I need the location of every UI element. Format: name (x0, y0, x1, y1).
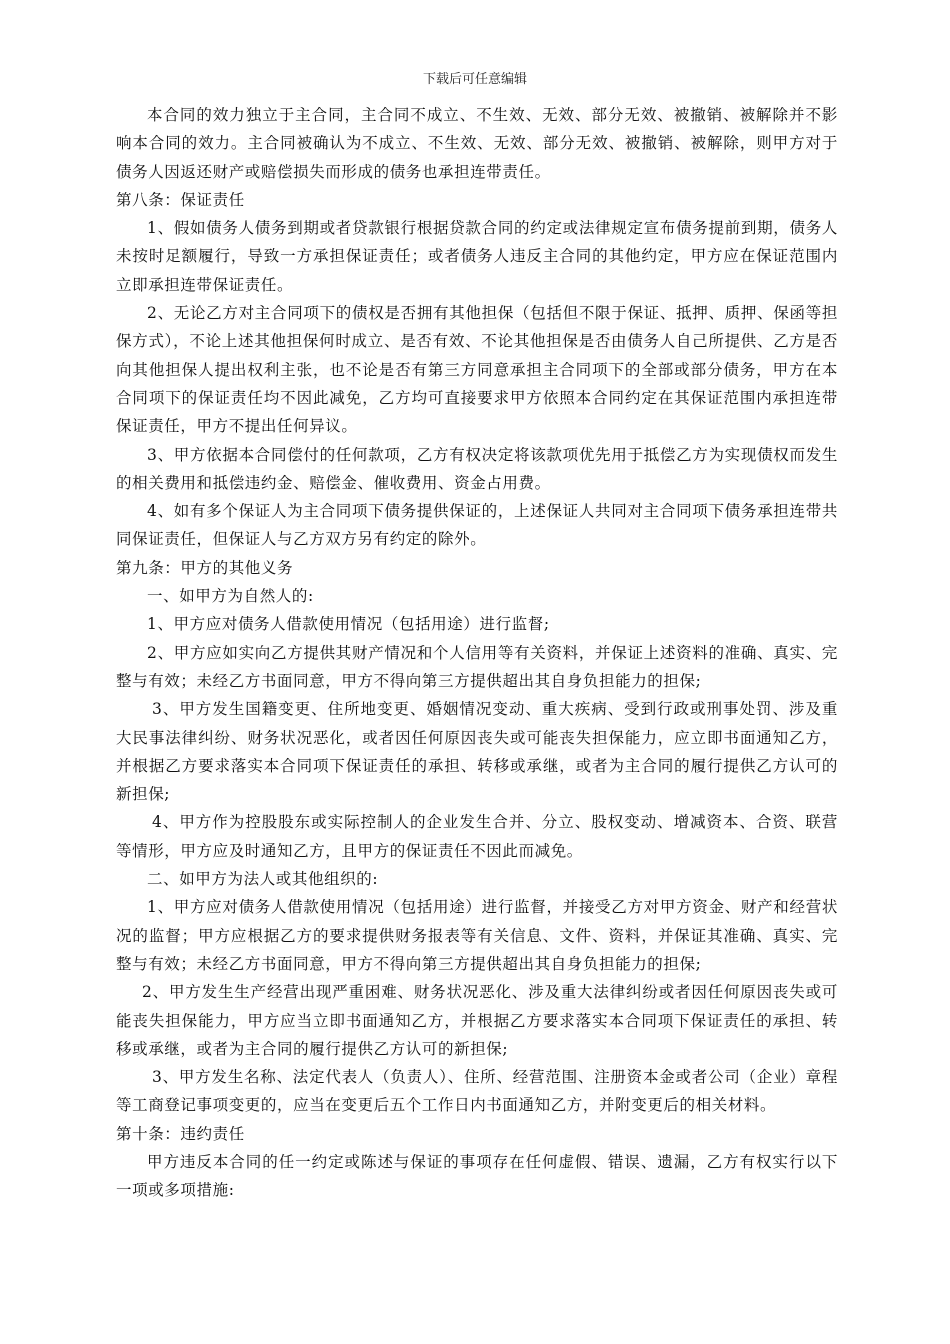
document-body (116, 101, 838, 1205)
paragraph-contract-independence: 本合同的效力独立于主合同，主合同不成立、不生效、无效、部分无效、被撤销、被解除并不影响本合同的效力。主合同被确认为不成立、不生效、无效、部分无效、被撤销、被解除，则甲方对于债务人因返还财产或赔偿损失而形成的债务也承担连带责任。 (116, 106, 838, 181)
section-heading-article-10: 第十条：违约责任 (116, 1124, 245, 1143)
paragraph-legal-person-item-2: 2、甲方发生生产经营出现严重困难、财务状况恶化、涉及重大法律纠纷或者因任何原因丧失或可能丧失担保能力，甲方应当立即书面通知乙方，并根据乙方要求落实本合同项下保证责任的承担、转移或承继，或者为主合同的履行提供乙方认可的新担保; (116, 983, 838, 1058)
section-heading-article-9: 第九条：甲方的其他义务 (116, 558, 294, 577)
paragraph-article-8-item-3: 3、甲方依据本合同偿付的任何款项，乙方有权决定将该款项优先用于抵偿乙方为实现债权而发生的相关费用和抵偿违约金、赔偿金、催收费用、资金占用费。 (116, 445, 838, 492)
paragraph-article-8-item-1: 1、假如债务人债务到期或者贷款银行根据贷款合同的约定或法律规定宣布债务提前到期，债务人未按时足额履行，导致一方承担保证责任；或者债务人违反主合同的其他约定，甲方应在保证范围内立即承担连带保证责任。 (116, 219, 838, 294)
subheading-natural-person: 一、如甲方为自然人的: (147, 587, 314, 606)
paragraph-breach-liability: 甲方违反本合同的任一约定或陈述与保证的事项存在任何虚假、错误、遗漏，乙方有权实行以下一项或多项措施: (116, 1152, 838, 1200)
paragraph-article-8-item-2: 2、无论乙方对主合同项下的债权是否拥有其他担保（包括但不限于保证、抵押、质押、保函等担保方式），不论上述其他担保何时成立、是否有效、不论其他担保是否由债务人自己所提供、乙方是否向其他担保人提出权利主张，也不论是否有第三方同意承担主合同项下的全部或部分债务，甲方在本合同项下的保证责任均不因此减免，乙方均可直接要求甲方依照本合同约定在其保证范围内承担连带保证责任，甲方不提出任何异议。 (116, 304, 838, 436)
section-heading-article-8: 第八条：保证责任 (116, 190, 245, 209)
subheading-legal-person: 二、如甲方为法人或其他组织的: (147, 870, 379, 889)
paragraph-article-8-item-4: 4、如有多个保证人为主合同项下债务提供保证的，上述保证人共同对主合同项下债务承担连带共同保证责任，但保证人与乙方双方另有约定的除外。 (116, 502, 838, 549)
paragraph-legal-person-item-3: 3、甲方发生名称、法定代表人（负责人）、住所、经营范围、注册资本金或者公司（企业）章程等工商登记事项变更的，应当在变更后五个工作日内书面通知乙方，并附变更后的相关材料。 (116, 1068, 838, 1115)
paragraph-natural-person-item-2: 2、甲方应如实向乙方提供其财产情况和个人信用等有关资料，并保证上述资料的准确、真实、完整与有效；未经乙方书面同意，甲方不得向第三方提供超出其自身负担能力的担保; (116, 643, 838, 690)
page-header: 下载后可任意编辑 (422, 72, 527, 87)
paragraph-legal-person-item-1: 1、甲方应对债务人借款使用情况（包括用途）进行监督，并接受乙方对甲方资金、财产和经营状况的监督；甲方应根据乙方的要求提供财务报表等有关信息、文件、资料，并保证其准确、真实、完整与有效；未经乙方书面同意，甲方不得向第三方提供超出其自身负担能力的担保; (116, 898, 838, 973)
paragraph-natural-person-item-3: 3、甲方发生国籍变更、住所地变更、婚姻情况变动、重大疾病、受到行政或刑事处罚、涉及重大民事法律纠纷、财务状况恶化，或者因任何原因丧失或可能丧失担保能力，应立即书面通知乙方，并根据乙方要求落实本合同项下保证责任的承担、转移或承继，或者为主合同的履行提供乙方认可的新担保; (116, 700, 838, 804)
paragraph-natural-person-item-1: 1、甲方应对债务人借款使用情况（包括用途）进行监督; (147, 615, 550, 634)
paragraph-natural-person-item-4: 4、甲方作为控股股东或实际控制人的企业发生合并、分立、股权变动、增减资本、合资、联营等情形，甲方应及时通知乙方，且甲方的保证责任不因此而减免。 (116, 813, 838, 860)
